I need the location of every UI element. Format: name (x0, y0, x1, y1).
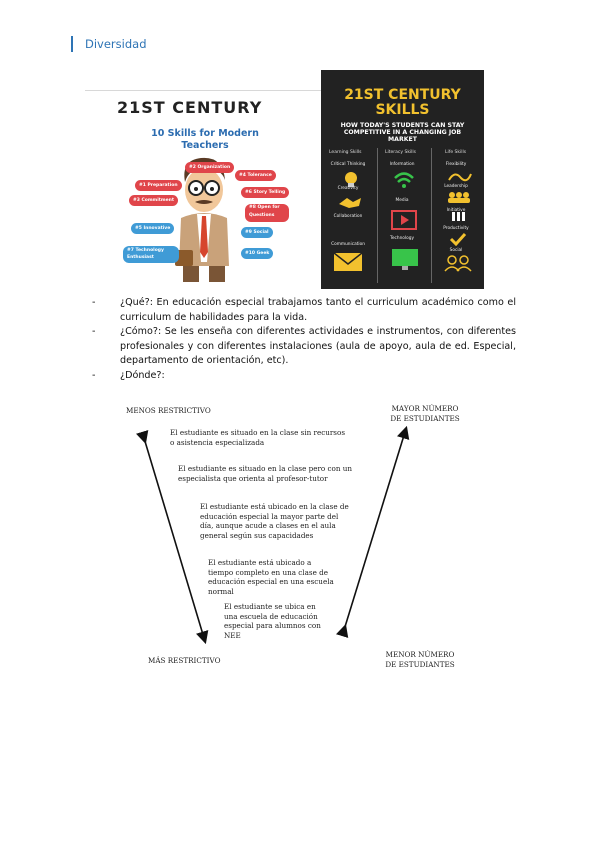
list-item (92, 369, 516, 384)
checkmark-icon (449, 232, 467, 246)
list-item (92, 296, 516, 325)
skill-label: Flexibility (445, 162, 467, 167)
image1-title: 21ST CENTURY (117, 98, 263, 117)
step-text: El estudiante está ubicado en la clase de educación especial la mayor parte del día, aunque acude a clases en el aula general según sus capacidades (200, 502, 349, 540)
label-less-restrictive: MENOS RESTRICTIVO (126, 406, 211, 415)
header-title: Diversidad (85, 37, 147, 51)
list-item (92, 325, 516, 369)
image2-subtitle: HOW TODAY'S STUDENTS CAN STAY COMPETITIVE IN A CHANGING JOB MARKET (340, 122, 465, 143)
skill-pill: #4 Tolerance (235, 170, 276, 181)
skill-label: Critical Thinking (330, 162, 366, 167)
label-fewer-students: MENOR NÚMERO DE ESTUDIANTES (385, 650, 455, 669)
page-header (71, 36, 147, 52)
skill-label: Creativity (337, 186, 359, 191)
skill-label: Initiative (446, 208, 466, 213)
skill-label: Productivity (443, 226, 469, 231)
student-skills-image (321, 70, 484, 289)
label-more-restrictive: MÁS RESTRICTIVO (148, 656, 221, 665)
teacher-illustration (171, 154, 237, 284)
skill-pill: #6 Story Telling (241, 187, 289, 198)
skill-pill: #9 Social (241, 227, 273, 238)
skill-pill: #2 Organization (185, 162, 234, 173)
skill-label: Communication (331, 242, 365, 247)
teacher-skills-image (85, 70, 321, 289)
column-header: Learning Skills (329, 150, 362, 155)
bullet-dash: - (92, 326, 96, 338)
skill-label: Leadership (444, 184, 468, 189)
handshake-icon (337, 194, 363, 210)
skill-pill: #10 Geek (241, 248, 273, 259)
step-text: El estudiante es situado en la clase sin recursos o asistencia especializada (170, 428, 346, 447)
envelope-icon (333, 252, 363, 272)
image1-subtitle: 10 Skills for Modern Teachers (151, 128, 259, 151)
skill-label: Technology (389, 236, 415, 241)
monitor-icon (391, 248, 419, 272)
step-text: El estudiante está ubicado a tiempo completo en una clase de educación especial en una escuela normal (208, 558, 334, 596)
step-text: El estudiante se ubica en una escuela de educación especial para alumnos con NEE (224, 602, 321, 640)
skill-pill: #3 Commitment (129, 195, 178, 206)
group-icon (443, 254, 473, 272)
wifi-icon (393, 170, 415, 190)
bullet-dash: - (92, 297, 96, 308)
bullet-text: ¿Qué?: En educación especial trabajamos tanto el curriculum académico como el curriculum de habilidades para la vida. (120, 297, 516, 323)
skill-label: Media (395, 198, 409, 203)
placement-diagram (120, 398, 466, 672)
column-header: Literacy Skills (385, 150, 417, 155)
bullet-text: ¿Cómo?: Se les enseña con diferentes actividades e instrumentos, con diferentes profesionales y con diferentes instalaciones (aula de apoyo, aula de ed. Especial, departamento de orientación, etc). (120, 326, 516, 367)
column-header: Life Skills (445, 150, 467, 155)
skill-pill: #1 Preparation (135, 180, 182, 191)
skill-label: Information (389, 162, 415, 167)
bullet-dash: - (92, 369, 96, 381)
skill-label: Collaboration (333, 214, 363, 219)
bullet-text: ¿Dónde?: (120, 369, 165, 381)
label-more-students: MAYOR NÚMERO DE ESTUDIANTES (390, 404, 460, 423)
skill-label: Social (449, 248, 463, 253)
play-icon (391, 210, 417, 230)
step-text: El estudiante es situado en la clase pero con un especialista que orienta al profesor-tutor (178, 464, 353, 483)
curl-icon (447, 170, 473, 184)
image2-title: 21ST CENTURY SKILLS (344, 87, 461, 118)
skill-pill: #7 Technology Enthusiast (123, 246, 179, 263)
skill-pill: #5 Innovative (131, 223, 174, 234)
bullet-list (92, 296, 516, 384)
skill-pill: #8 Open for Questions (245, 204, 289, 222)
people-icon (445, 190, 473, 204)
